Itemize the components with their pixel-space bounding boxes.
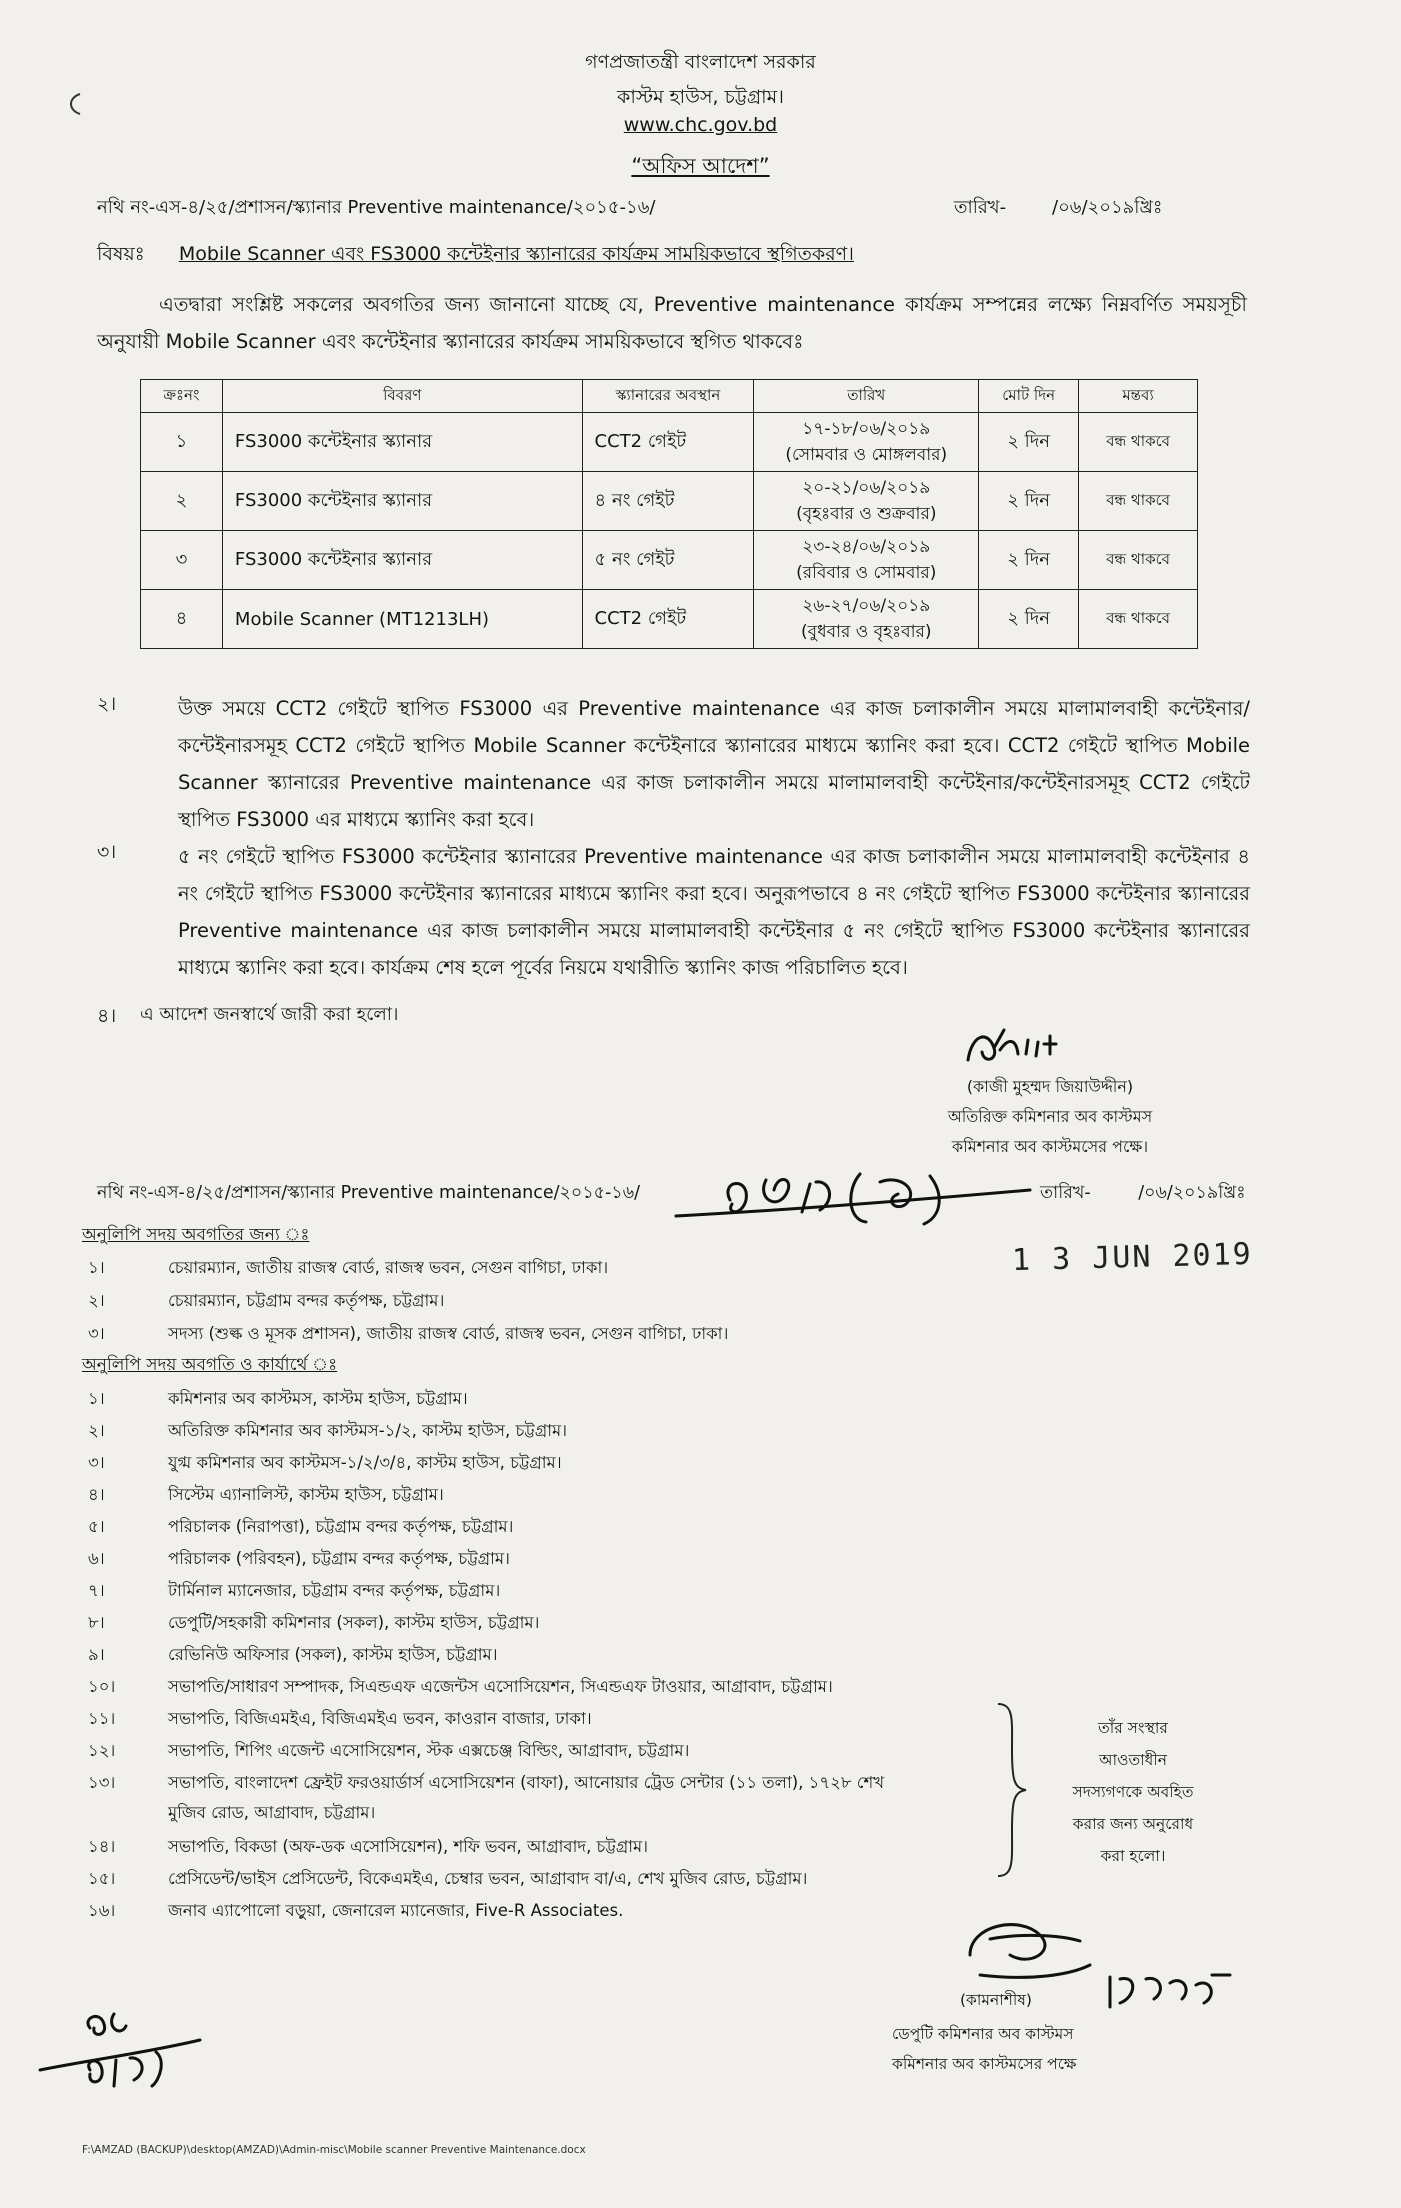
list-item: ১২। সভাপতি, শিপিং এজেন্ট এসোসিয়েশন, স্টক এক্সচেঞ্জ বিল্ডিং, আগ্রাবাদ, চট্টগ্রাম। <box>88 1741 690 1760</box>
signature-2-name: (কামনাশীষ) <box>960 1991 1032 2009</box>
cell-location: ৫ নং গেইট <box>582 531 754 590</box>
bracket-note: তাঁর সংস্থার আওতাধীন সদস্যগণকে অবহিত করার জন্য অনুরোধ করা হলো। <box>1072 1719 1194 1865</box>
list-item: ৪। সিস্টেম এ্যানালিস্ট, কাস্টম হাউস, চট্টগ্রাম। <box>88 1485 444 1504</box>
copies-info-heading: অনুলিপি সদয় অবগতির জন্য ঃ <box>82 1225 310 1245</box>
handwritten-dispatch-number <box>670 1160 1050 1240</box>
table-row <box>141 472 1198 531</box>
list-item: ১৬। জনাব এ্যাপোলো বড়ুয়া, জেনারেল ম্যানেজার, Five-R Associates. <box>88 1901 624 1920</box>
paragraph-2: উক্ত সময়ে CCT2 গেইটে স্থাপিত FS3000 এর Preventive maintenance এর কাজ চলাকালীন সময়ে মালামালবাহী কন্টেইনার/কন্টেইনারসমূহ CCT2 গেইটে স্থাপিত Mobile Scanner কন্টেইনারে স্ক্যানারের মাধ্যমে স্ক্যানিং করা হবে। CCT2 গেইটে স্থাপিত Mobile Scanner স্ক্যানারের Preventive maintenance এর কাজ চলাকালীন সময়ে মালামালবাহী কন্টেইনার/কন্টেইনারসমূহ CCT2 গেইটে স্থাপিত FS3000 এর মাধ্যমে স্ক্যানিং করা হবে। <box>178 697 1250 831</box>
signature-1-scribble <box>960 1020 1100 1080</box>
cell-location: CCT2 গেইট <box>582 590 754 649</box>
cell-remark: বন্ধ থাকবে <box>1079 590 1198 649</box>
list-item: ১। চেয়ারম্যান, জাতীয় রাজস্ব বোর্ড, রাজস্ব ভবন, সেগুন বাগিচা, ঢাকা। <box>88 1258 609 1277</box>
stray-mark <box>60 88 90 118</box>
list-item: ৮। ডেপুটি/সহকারী কমিশনার (সকল), কাস্টম হাউস, চট্টগ্রাম। <box>88 1613 540 1632</box>
subject-label: বিষয়ঃ <box>97 243 145 265</box>
list-item: ৭। টার্মিনাল ম্যানেজার, চট্টগ্রাম বন্দর কর্তৃপক্ষ, চট্টগ্রাম। <box>88 1581 501 1600</box>
cell-location: CCT2 গেইট <box>582 413 754 472</box>
cell-remark: বন্ধ থাকবে <box>1079 413 1198 472</box>
cell-serial: ৪ <box>141 590 223 649</box>
list-item: ৬। পরিচালক (পরিবহন), চট্টগ্রাম বন্দর কর্তৃপক্ষ, চট্টগ্রাম। <box>88 1549 510 1568</box>
footer-file-path: F:\AMZAD (BACKUP)\desktop(AMZAD)\Admin-misc\Mobile scanner Preventive Maintenance.docx <box>82 2144 586 2156</box>
paragraph-2-number: ২। <box>97 693 117 715</box>
cell-description: Mobile Scanner (MT1213LH) <box>222 590 582 649</box>
cell-remark: বন্ধ থাকবে <box>1079 472 1198 531</box>
cell-total-days: ২ দিন <box>979 413 1079 472</box>
paragraph-3: ৫ নং গেইটে স্থাপিত FS3000 কন্টেইনার স্ক্যানারের Preventive maintenance এর কাজ চলাকালীন সময়ে মালামালবাহী কন্টেইনার ৪ নং গেইটে স্থাপিত FS3000 কন্টেইনার স্ক্যানারের মাধ্যমে স্ক্যানিং করা হবে। অনুরূপভাবে ৪ নং গেইটে স্থাপিত FS3000 কন্টেইনার স্ক্যানারের Preventive maintenance এর কাজ চলাকালীন সময়ে মালামালবাহী কন্টেইনার ৫ নং গেইটে স্থাপিত FS3000 কন্টেইনার স্ক্যানারের মাধ্যমে স্ক্যানিং করা হবে। কার্যক্রম শেষ হলে পূর্বের নিয়মে যথারীতি স্ক্যানিং কাজ পরিচালিত হবে। <box>178 845 1250 979</box>
list-item: ৩। সদস্য (শুল্ক ও মূসক প্রশাসন), জাতীয় রাজস্ব বোর্ড, রাজস্ব ভবন, সেগুন বাগিচা, ঢাকা। <box>88 1324 729 1343</box>
cell-date: ২০-২১/০৬/২০১৯ (বৃহঃবার ও শুক্রবার) <box>754 472 979 531</box>
list-item: ৯। রেভিনিউ অফিসার (সকল), কাস্টম হাউস, চট্টগ্রাম। <box>88 1645 498 1664</box>
table-row <box>141 590 1198 649</box>
signature-2-on-behalf: কমিশনার অব কাস্টমসের পক্ষে <box>892 2055 1077 2073</box>
date-value: /০৬/২০১৯খ্রিঃ <box>1052 197 1163 218</box>
schedule-table <box>140 379 1198 649</box>
list-item-continuation: মুজিব রোড, আগ্রাবাদ, চট্টগ্রাম। <box>168 1803 376 1822</box>
table-row <box>141 413 1198 472</box>
signature-1-name: (কাজী মুহম্মদ জিয়াউদ্দীন) <box>966 1077 1134 1096</box>
cell-date: ২৬-২৭/০৬/২০১৯ (বুধবার ও বৃহঃবার) <box>754 590 979 649</box>
table-row <box>141 531 1198 590</box>
header-remark: মন্তব্য <box>1079 380 1198 413</box>
intro-paragraph: এতদ্বারা সংশ্লিষ্ট সকলের অবগতির জন্য জানানো যাচ্ছে যে, Preventive maintenance কার্যক্রম সম্পন্নের লক্ষ্যে নিম্নবর্ণিত সময়সূচী অনুযায়ী Mobile Scanner এবং কন্টেইনার স্ক্যানারের কার্যক্রম সাময়িকভাবে স্থগিত থাকবেঃ <box>97 293 1247 353</box>
website-link[interactable]: www.chc.gov.bd <box>623 114 778 136</box>
header-date: তারিখ <box>754 380 979 413</box>
reference-number: নথি নং-এস-৪/২৫/প্রশাসন/স্ক্যানার Preventive maintenance/২০১৫-১৬/ <box>97 197 656 218</box>
date-2-label: তারিখ- <box>1040 1183 1091 1203</box>
reference-number-2: নথি নং-এস-৪/২৫/প্রশাসন/স্ক্যানার Preventive maintenance/২০১৫-১৬/ <box>97 1183 640 1203</box>
list-item: ১১। সভাপতি, বিজিএমইএ, বিজিএমইএ ভবন, কাওরান বাজার, ঢাকা। <box>88 1709 592 1728</box>
signature-2-designation: ডেপুটি কমিশনার অব কাস্টমস <box>892 2025 1074 2043</box>
paragraph-4-number: ৪। <box>97 1005 117 1027</box>
list-item: ২। অতিরিক্ত কমিশনার অব কাস্টমস-১/২, কাস্টম হাউস, চট্টগ্রাম। <box>88 1421 568 1440</box>
header-total-days: মোট দিন <box>979 380 1079 413</box>
header-serial: ক্রঃনং <box>141 380 223 413</box>
date-2 <box>1040 1180 1246 1209</box>
cell-serial: ১ <box>141 413 223 472</box>
margin-handwritten-note <box>30 2000 210 2110</box>
paragraph-3-number: ৩। <box>97 841 117 863</box>
cell-location: ৪ নং গেইট <box>582 472 754 531</box>
received-date-stamp: 1 3 JUN 2019 <box>1011 1236 1254 1279</box>
cell-total-days: ২ দিন <box>979 590 1079 649</box>
cell-date: ২৩-২৪/০৬/২০১৯ (রবিবার ও সোমবার) <box>754 531 979 590</box>
list-item: ২। চেয়ারম্যান, চট্টগ্রাম বন্দর কর্তৃপক্ষ, চট্টগ্রাম। <box>88 1291 445 1310</box>
cell-serial: ৩ <box>141 531 223 590</box>
list-item: ১। কমিশনার অব কাস্টমস, কাস্টম হাউস, চট্টগ্রাম। <box>88 1389 468 1408</box>
cell-remark: বন্ধ থাকবে <box>1079 531 1198 590</box>
copies-action-heading: অনুলিপি সদয় অবগতি ও কার্যার্থে ঃ <box>82 1355 338 1375</box>
paragraph-4: এ আদেশ জনস্বার্থে জারী করা হলো। <box>140 1004 399 1025</box>
cell-total-days: ২ দিন <box>979 531 1079 590</box>
document-title: “অফিস আদেশ” <box>631 154 770 178</box>
cell-description: FS3000 কন্টেইনার স্ক্যানার <box>222 531 582 590</box>
signature-1-designation: অতিরিক্ত কমিশনার অব কাস্টমস <box>947 1107 1153 1126</box>
table-header-row <box>141 380 1198 413</box>
cell-description: FS3000 কন্টেইনার স্ক্যানার <box>222 472 582 531</box>
subject-line <box>97 240 854 272</box>
date-2-value: /০৬/২০১৯খ্রিঃ <box>1138 1183 1246 1203</box>
list-item: ১০। সভাপতি/সাধারণ সম্পাদক, সিএন্ডএফ এজেন্টস এসোসিয়েশন, সিএন্ডএফ টাওয়ার, আগ্রাবাদ, চট্টগ্রাম। <box>88 1677 833 1696</box>
office-name: কাস্টম হাউস, চট্টগ্রাম। <box>617 86 784 108</box>
list-item: ৩। যুগ্ম কমিশনার অব কাস্টমস-১/২/৩/৪, কাস্টম হাউস, চট্টগ্রাম। <box>88 1453 562 1472</box>
cell-total-days: ২ দিন <box>979 472 1079 531</box>
cell-description: FS3000 কন্টেইনার স্ক্যানার <box>222 413 582 472</box>
signature-1-on-behalf: কমিশনার অব কাস্টমসের পক্ষে। <box>951 1137 1149 1156</box>
list-item: ১৪। সভাপতি, বিকডা (অফ-ডক এসোসিয়েশন), শফি ভবন, আগ্রাবাদ, চট্টগ্রাম। <box>88 1837 649 1856</box>
header-location: স্ক্যানারের অবস্থান <box>582 380 754 413</box>
list-item: ৫। পরিচালক (নিরাপত্তা), চট্টগ্রাম বন্দর কর্তৃপক্ষ, চট্টগ্রাম। <box>88 1517 514 1536</box>
header-description: বিবরণ <box>222 380 582 413</box>
list-item: ১৫। প্রেসিডেন্ট/ভাইস প্রেসিডেন্ট, বিকেএমইএ, চেম্বার ভবন, আগ্রাবাদ বা/এ, শেখ মুজিব রোড, চট্টগ্রাম। <box>88 1869 808 1888</box>
date-label: তারিখ- <box>954 197 1007 218</box>
cell-serial: ২ <box>141 472 223 531</box>
list-item: ১৩। সভাপতি, বাংলাদেশ ফ্রেইট ফরওয়ার্ডার্স এসোসিয়েশন (বাফা), আনোয়ার ট্রেড সেন্টার (১১ তলা), ১৭২৮ শেখ <box>88 1773 885 1792</box>
subject-text: Mobile Scanner এবং FS3000 কন্টেইনার স্ক্যানারের কার্যক্রম সাময়িকভাবে স্থগিতকরণ। <box>178 243 854 265</box>
cell-date: ১৭-১৮/০৬/২০১৯ (সোমবার ও মোঙ্গলবার) <box>754 413 979 472</box>
government-name: গণপ্রজাতন্ত্রী বাংলাদেশ সরকার <box>585 51 816 73</box>
curly-bracket <box>992 1700 1032 1880</box>
